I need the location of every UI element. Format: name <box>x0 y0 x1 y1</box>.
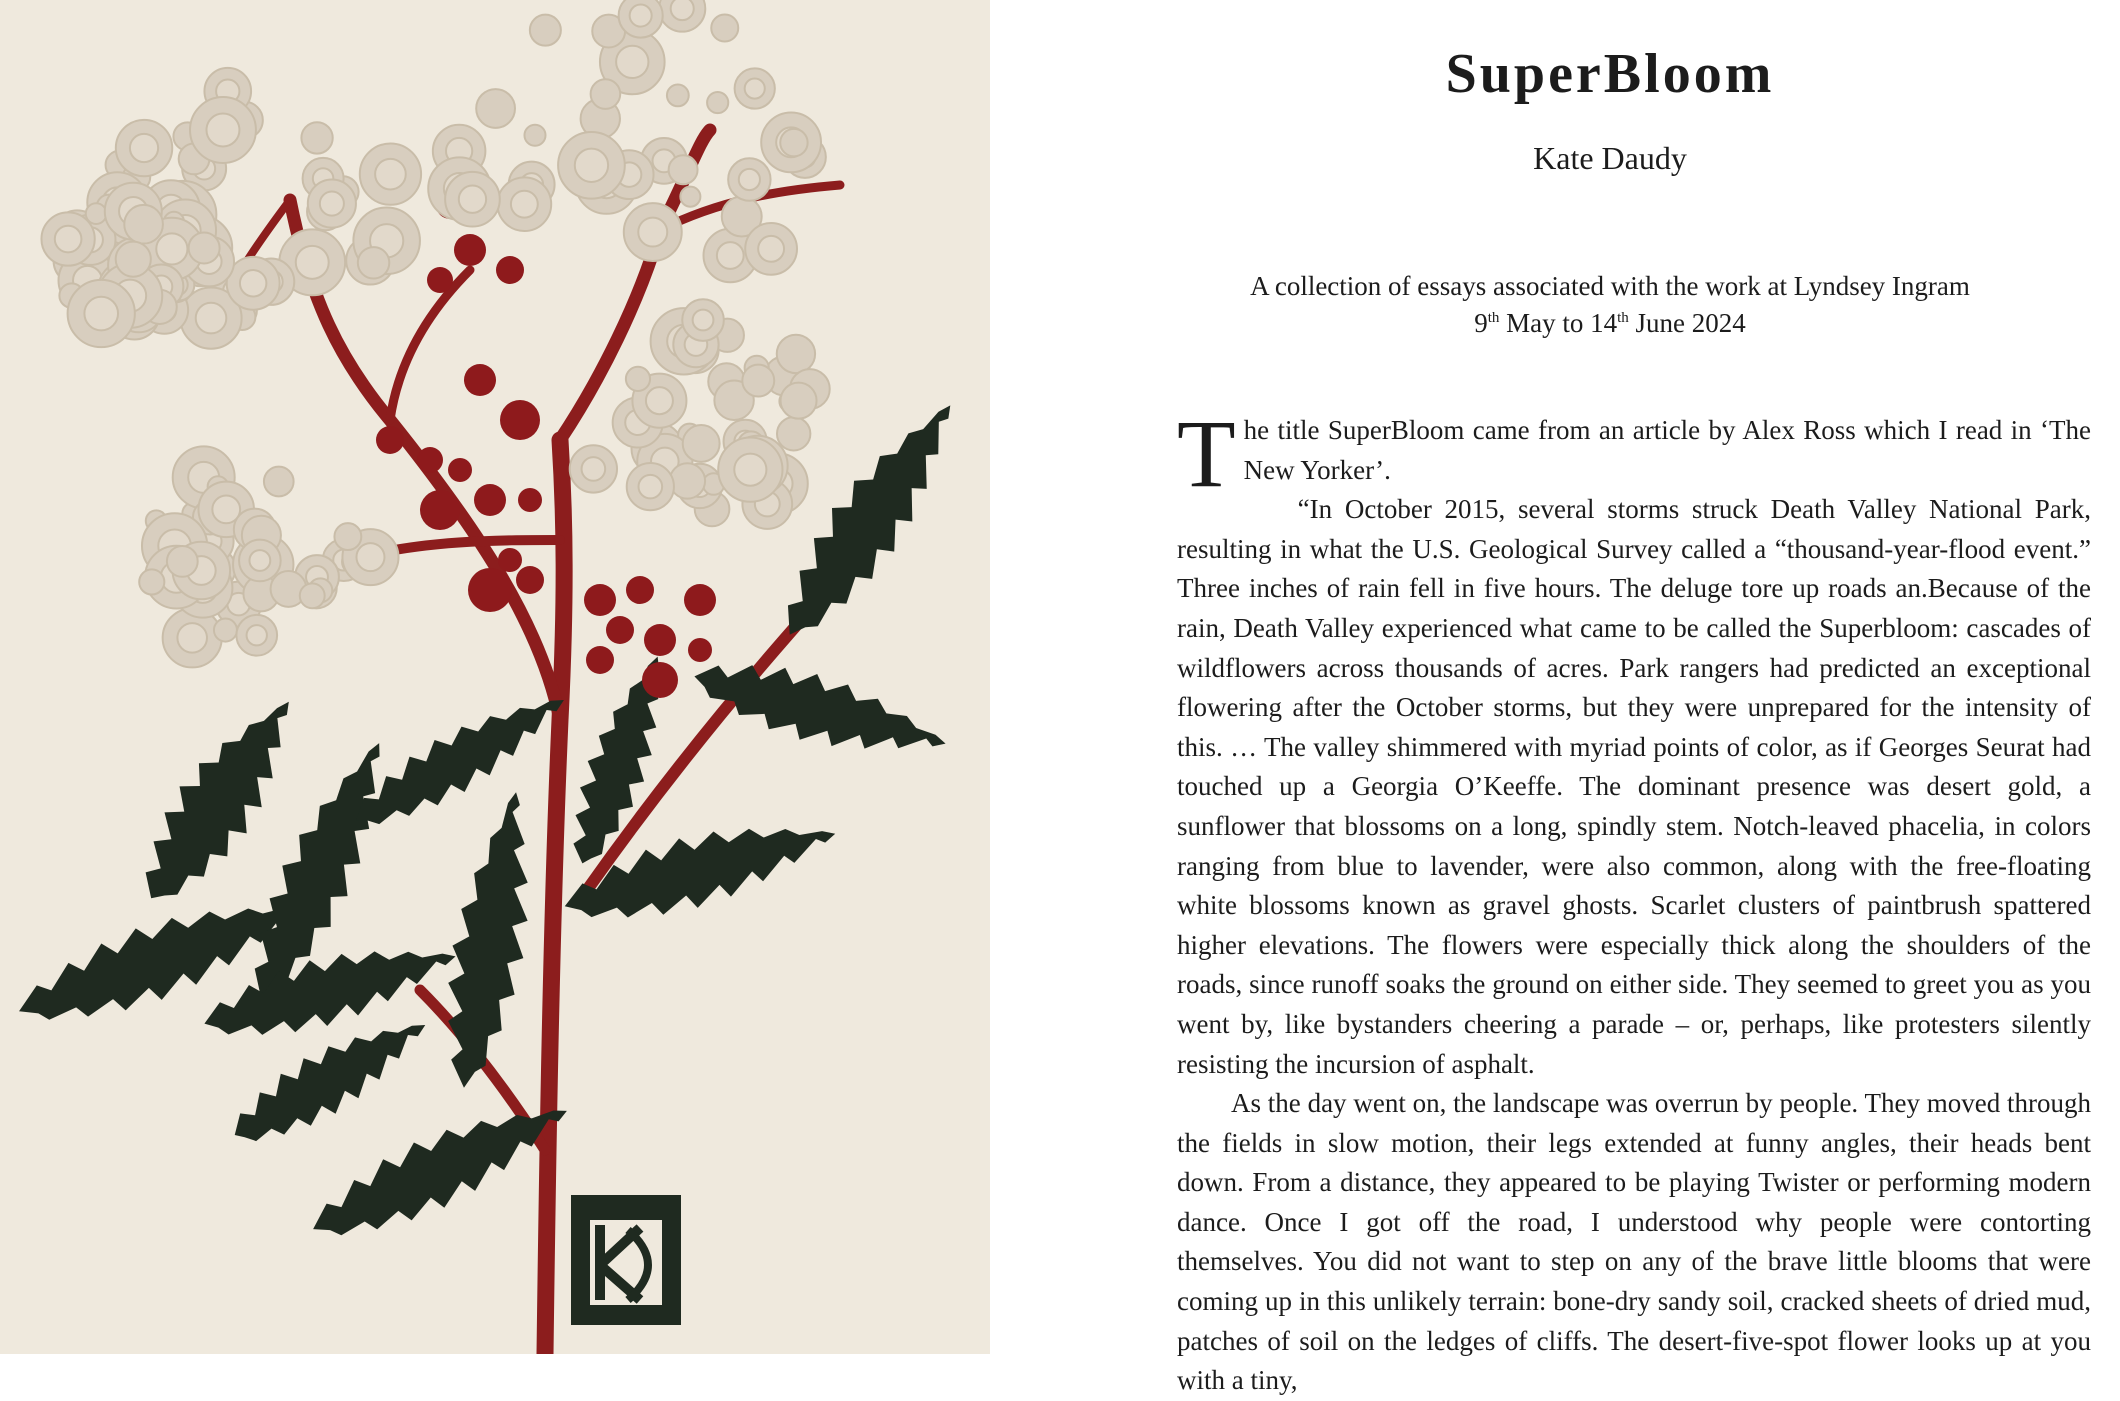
superbloom-artwork-illustration <box>0 0 990 1354</box>
date-start-month: May to <box>1499 308 1591 338</box>
book-title: SuperBloom <box>1445 43 1775 105</box>
author-name: Kate Daudy <box>1533 140 1687 176</box>
exhibition-dates <box>1100 305 2120 342</box>
essay-body <box>1177 400 2091 1401</box>
date-start-day: 9 <box>1474 308 1488 338</box>
monogram-stamp <box>571 1195 681 1325</box>
date-end-suffix: th <box>1617 310 1629 326</box>
subtitle-line-1: A collection of essays associated with the work at Lyndsey Ingram <box>1250 271 1970 301</box>
essay-paragraph-2: “In October 2015, several storms struck Death Valley National Park, resulting in what the U.S. Geological Survey called a “thousand-year-flood event.” Three inches of rain fell in five hours. The deluge tore up roads an.Because of the rain, Death Valley experienced what came to be called the Superbloom: cascades of wildflowers across thousands of acres. Park rangers had predicted an exceptional flowering after the October storms, but they were unprepared for the intensity of this. … The valley shimmered with myriad points of color, as if Georges Seurat had touched up a Georgia O’Keeffe. The dominant presence was desert gold, a sunflower that blossoms on a long, spindly stem. Notch-leaved phacelia, in colors ranging from blue to lavender, were also common, along with the free-floating white blossoms known as gravel ghosts. Scarlet clusters of paintbrush spattered higher elevations. The flowers were especially thick along the shoulders of the roads, since runoff soaks the ground on either side. They seemed to greet you as you went by, like bystanders cheering a parade – or, perhaps, like protesters silently resisting the incursion of asphalt. <box>1177 494 2091 1079</box>
paragraph-1-text: he title SuperBloom came from an article by Alex Ross which I read in ‘The New Yorker’. <box>1243 415 2091 485</box>
drop-cap: T <box>1177 400 1236 507</box>
collection-subtitle <box>1100 268 2120 342</box>
date-end-rest: June 2024 <box>1628 308 1746 338</box>
date-start-suffix: th <box>1487 310 1500 326</box>
essay-paragraph-3: As the day went on, the landscape was overrun by people. They moved through the fields in slow motion, their legs extended at funny angles, their heads bent down. From a distance, they appeared to be playing Twister or performing modern dance. Once I got off the road, I understood why people were contorting themselves. You did not want to step on any of the brave little blooms that were coming up in this unlikely terrain: bone-dry sandy soil, cracked sheets of dried mud, patches of soil on the ledges of cliffs. The desert-five-spot flower looks up at you with a tiny, <box>1177 1088 2091 1396</box>
text-page <box>1100 0 2120 1400</box>
date-end-day: 14 <box>1590 308 1618 338</box>
essay-paragraph-1 <box>1177 400 2091 507</box>
artwork-panel <box>0 0 990 1354</box>
